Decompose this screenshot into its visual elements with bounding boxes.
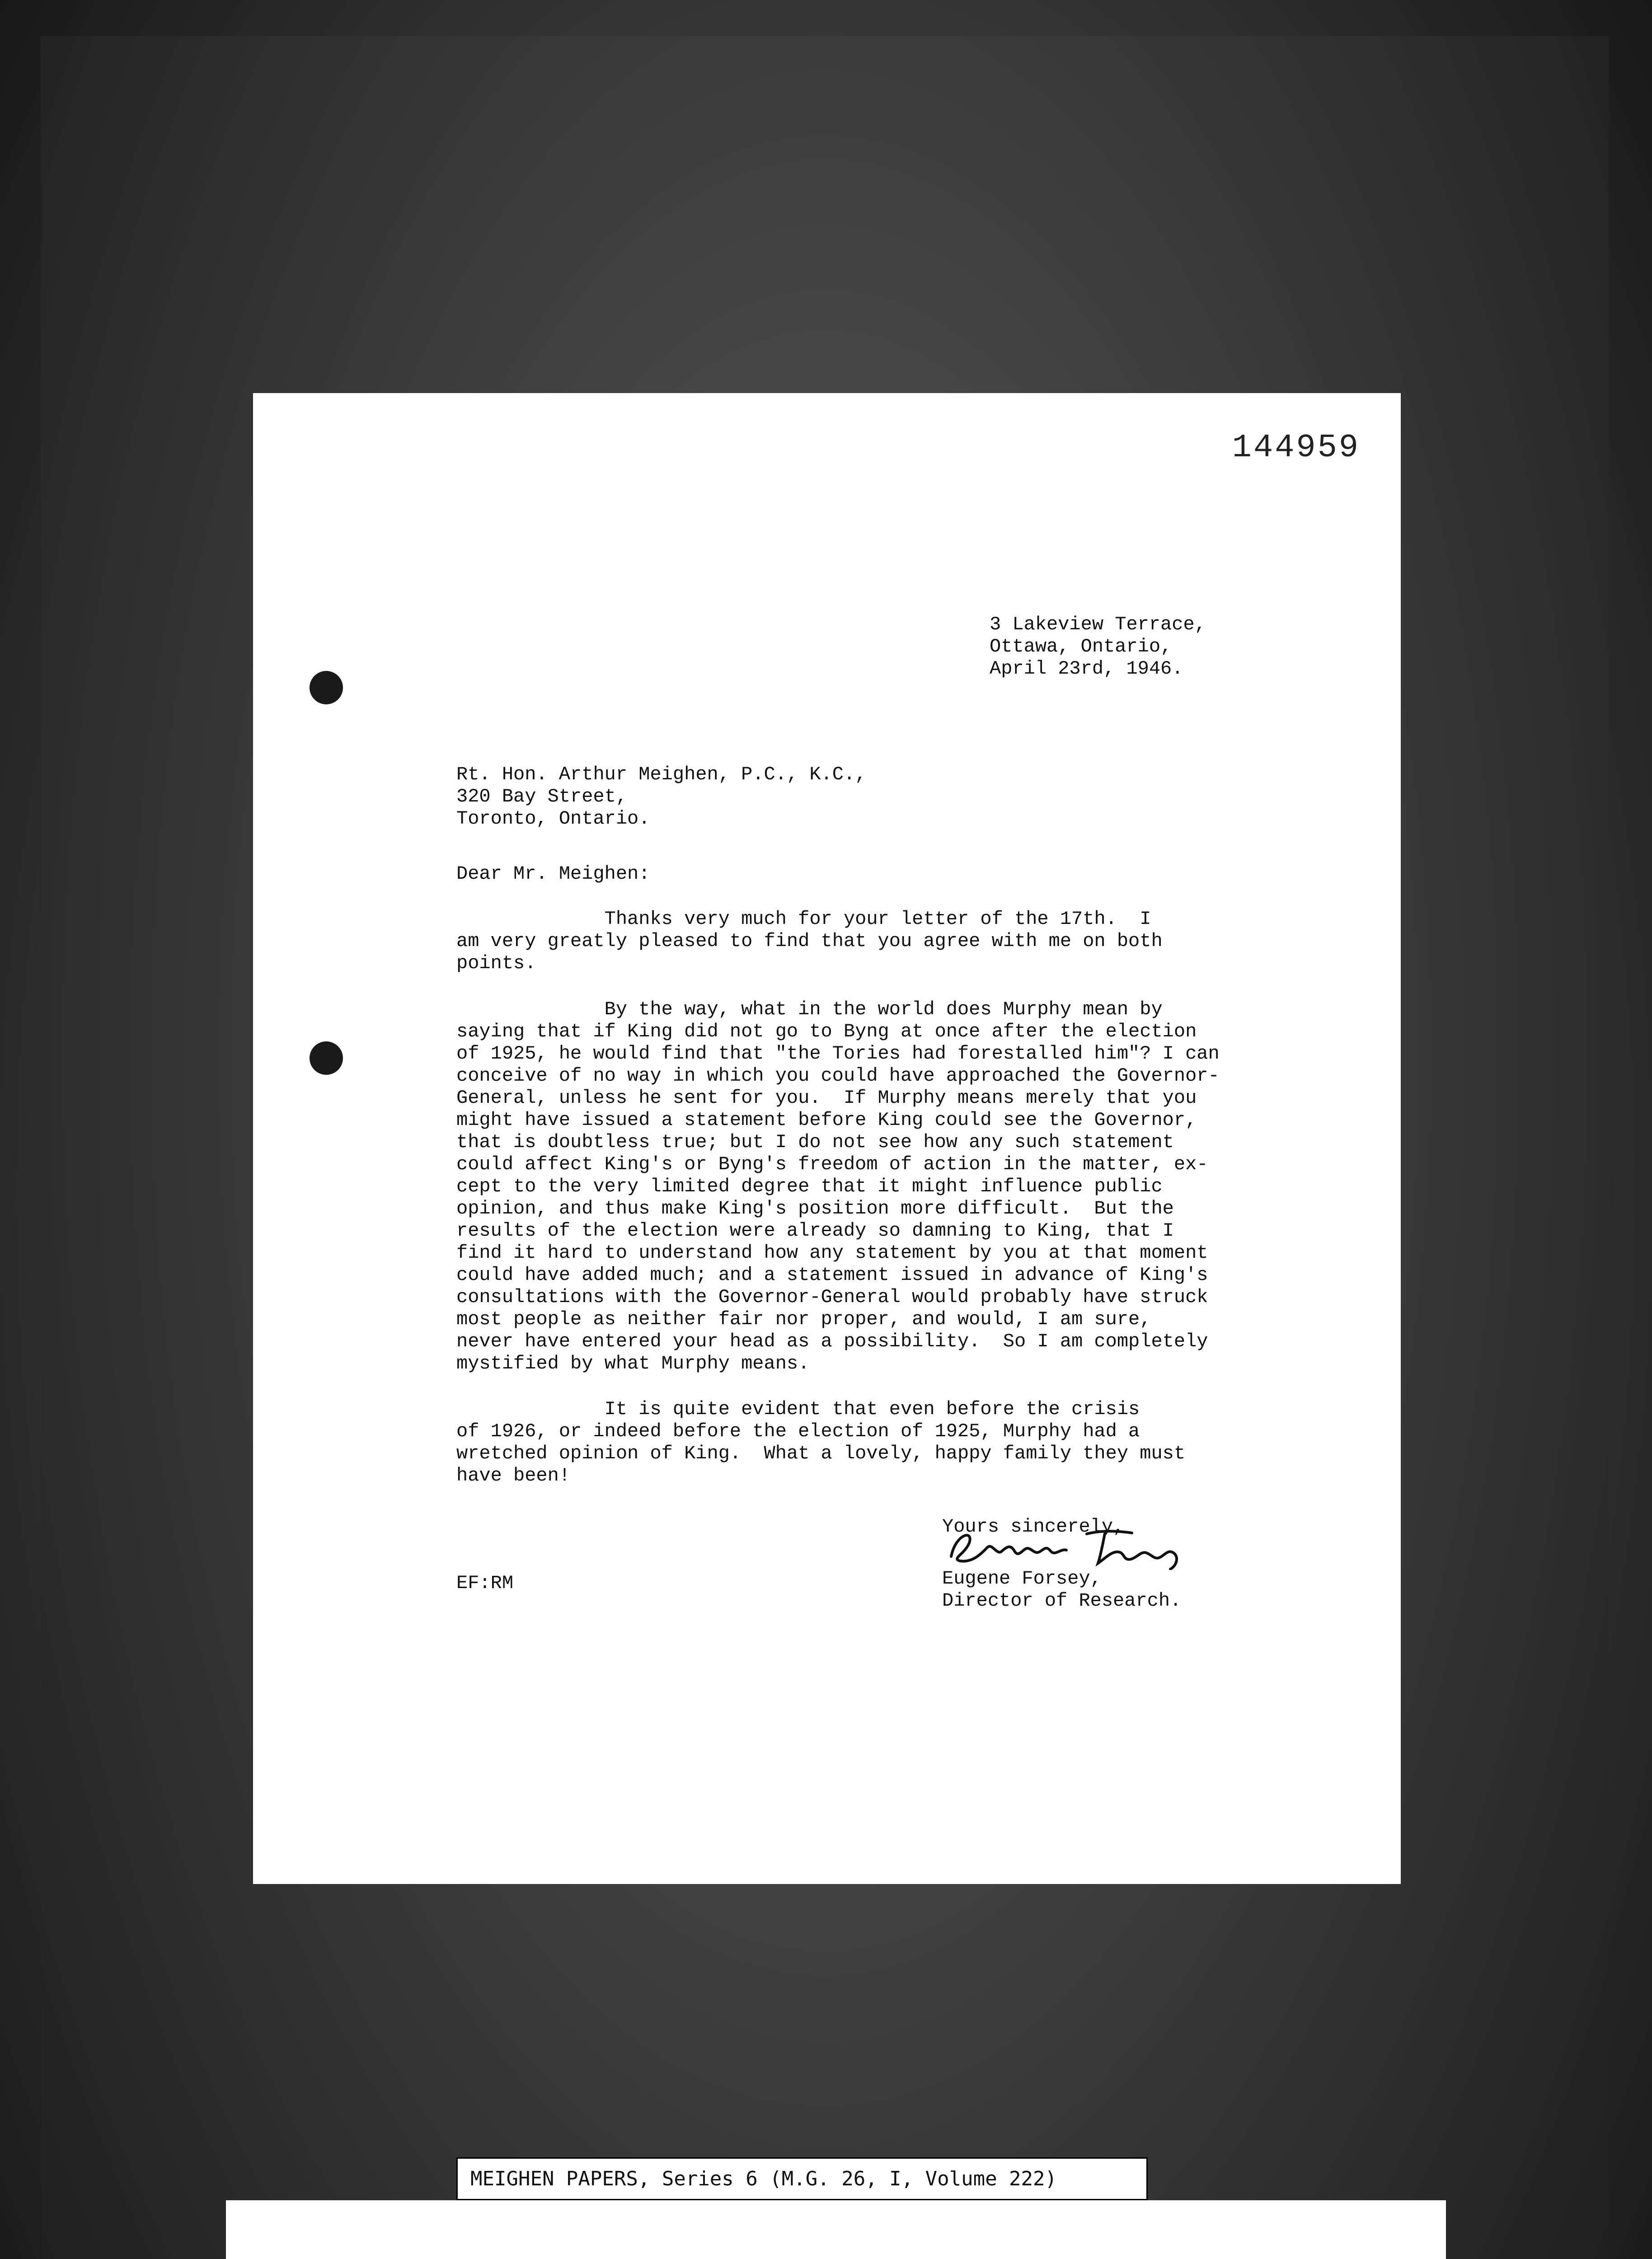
body-line: saying that if King did not go to Byng at once after the election <box>456 1021 1197 1042</box>
body-line: General, unless he sent for you. If Murphy means merely that you <box>456 1087 1197 1109</box>
body-line: results of the election were already so damning to King, that I <box>456 1220 1174 1242</box>
body-line: points. <box>456 952 536 974</box>
recipient-line: 320 Bay Street, <box>456 786 628 807</box>
archives-card <box>226 2200 1446 2259</box>
recipient-line: Rt. Hon. Arthur Meighen, P.C., K.C., <box>456 764 867 785</box>
punch-hole-bottom <box>310 1041 343 1075</box>
reference-number: 144959 <box>1232 429 1360 466</box>
recipient-line: Toronto, Ontario. <box>456 808 650 830</box>
sender-address-line: Ottawa, Ontario, <box>990 636 1172 657</box>
body-line: By the way, what in the world does Murphy mean by <box>456 998 1163 1020</box>
body-line: could affect King's or Byng's freedom of action in the matter, ex- <box>456 1153 1208 1175</box>
closing: Yours sincerely, <box>942 1516 1125 1537</box>
body-line: wretched opinion of King. What a lovely, happy family they must <box>456 1443 1186 1464</box>
letter-page <box>253 393 1401 1884</box>
body-line: mystified by what Murphy means. <box>456 1353 810 1374</box>
handwritten-signature <box>942 1516 1195 1570</box>
body-line: Thanks very much for your letter of the 17th. I <box>456 908 1151 930</box>
body-line: most people as neither fair nor proper, and would, I am sure, <box>456 1308 1151 1330</box>
signature-name: Eugene Forsey, <box>942 1568 1102 1589</box>
body-line: might have issued a statement before King could see the Governor, <box>456 1109 1197 1131</box>
body-line: that is doubtless true; but I do not see how any such statement <box>456 1131 1174 1153</box>
body-line: consultations with the Governor-General would probably have struck <box>456 1286 1208 1308</box>
punch-hole-top <box>310 671 343 704</box>
body-line: of 1926, or indeed before the election of 1925, Murphy had a <box>456 1420 1140 1442</box>
body-line: have been! <box>456 1465 571 1486</box>
body-line: opinion, and thus make King's position more difficult. But the <box>456 1198 1174 1219</box>
body-line: find it hard to understand how any statement by you at that moment <box>456 1242 1208 1264</box>
signature-title: Director of Research. <box>942 1590 1182 1612</box>
sender-address-line: 3 Lakeview Terrace, <box>990 614 1206 635</box>
body-line: cept to the very limited degree that it might influence public <box>456 1176 1163 1197</box>
typist-initials: EF:RM <box>456 1572 514 1594</box>
sender-address-line: April 23rd, 1946. <box>990 658 1183 680</box>
body-line: never have entered your head as a possibility. So I am completely <box>456 1331 1208 1352</box>
body-line: could have added much; and a statement issued in advance of King's <box>456 1264 1208 1286</box>
salutation: Dear Mr. Meighen: <box>456 863 650 885</box>
body-line: of 1925, he would find that "the Tories had forestalled him"? I can <box>456 1043 1220 1064</box>
body-line: conceive of no way in which you could have approached the Governor- <box>456 1065 1220 1087</box>
collection-label: MEIGHEN PAPERS, Series 6 (M.G. 26, I, Volume 222) <box>456 2157 1148 2200</box>
body-line: It is quite evident that even before the crisis <box>456 1398 1140 1420</box>
body-line: am very greatly pleased to find that you agree with me on both <box>456 930 1163 952</box>
